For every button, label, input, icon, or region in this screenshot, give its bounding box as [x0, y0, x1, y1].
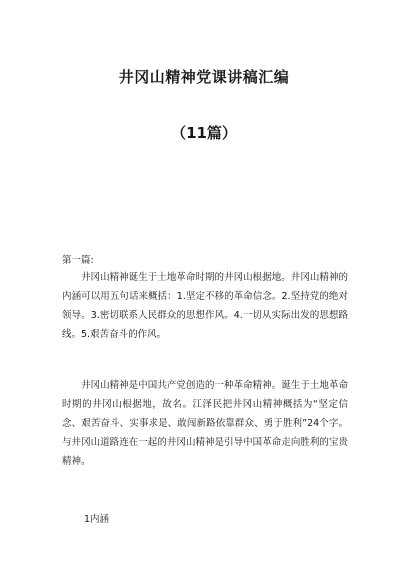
section-subheading: 1内涵 [84, 514, 110, 525]
document-title: 井冈山精神党课讲稿汇编 [118, 68, 290, 86]
section-label: 第一篇: [62, 255, 94, 266]
document-subtitle: （11篇） [171, 124, 237, 142]
paragraph: 井冈山精神是中国共产党创造的一种革命精神。诞生于土地革命时期的井冈山根据地，故名。江泽民把井冈山精神概括为“坚定信念、艰苦奋斗、实事求是、敢闯新路依靠群众、勇于胜利”24个字。与井冈山道路连在一起的井冈山精神是引导中国革命走向胜利的宝贵精神。 [62, 380, 348, 467]
paragraph: 井冈山精神诞生于土地革命时期的井冈山根据地。井冈山精神的内涵可以用五句话来概括：1.坚定不移的革命信念。2.坚持党的绝对领导。3.密切联系人民群众的思想作风。4.一切从实际出发的思想路线。5.艰苦奋斗的作风。 [62, 272, 348, 340]
